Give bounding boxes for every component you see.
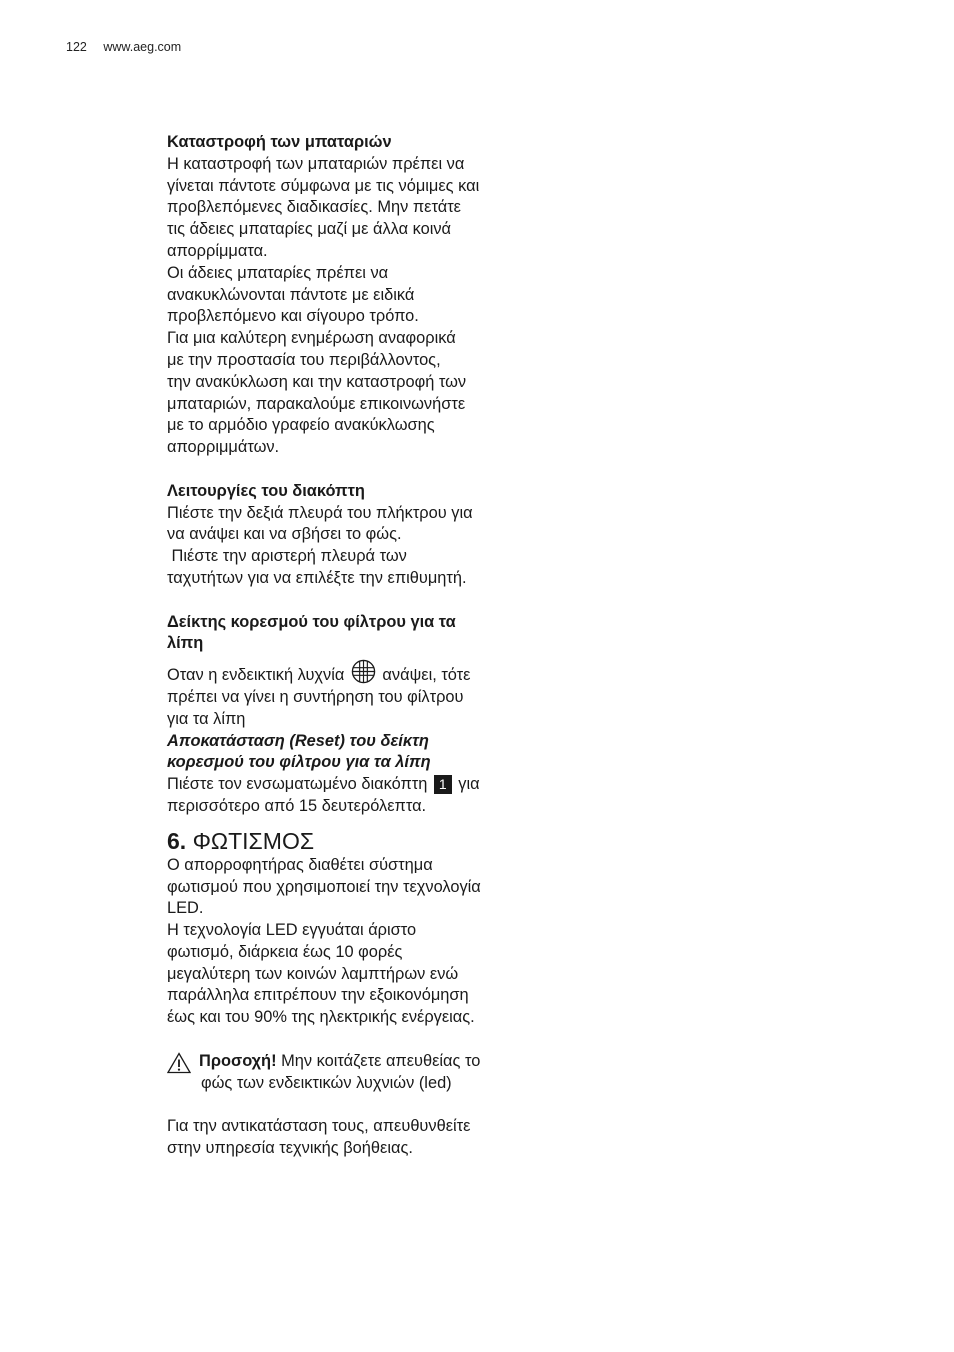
text-line: να ανάψει και να σβήσει το φώς. <box>167 525 402 544</box>
grease-filter-icon <box>351 659 376 684</box>
text-line: Η τεχνολογία LED εγγυάται άριστο <box>167 921 417 940</box>
text-line: φωτισμό, διάρκεια έως 10 φορές <box>167 942 403 961</box>
text-line: με την προστασία του περιβάλλοντος, <box>167 350 441 369</box>
text-line: Ο απορροφητήρας διαθέτει σύστημα <box>167 855 433 874</box>
lighting-section-title <box>167 827 527 855</box>
switch-heading: Λειτουργίες του διακόπτη <box>167 481 365 500</box>
text-segment: Πιέστε τον ενσωματωμένο διακόπτη <box>167 775 432 794</box>
warning-triangle-icon <box>167 1052 191 1074</box>
text-line: προβλεπόμενο και σίγουρο τρόπο. <box>167 307 419 326</box>
text-line: LED. <box>167 899 204 918</box>
filter-heading-line2: λίπη <box>167 634 204 653</box>
warning-line2: φώς των ενδεικτικών λυχνιών (led) <box>201 1073 452 1092</box>
text-line: για τα λίπη <box>167 709 246 728</box>
warning-note <box>167 1051 527 1095</box>
text-line: στην υπηρεσία τεχνικής βοήθειας. <box>167 1139 413 1158</box>
reset-instruction-line <box>167 774 527 796</box>
page-content <box>167 132 527 1160</box>
text-line: απορρίμματα. <box>167 241 268 260</box>
section-title-text: ΦΩΤΙΣΜΟΣ <box>192 827 315 854</box>
text-line: έως και του 90% της ηλεκτρικής ενέργειας. <box>167 1008 475 1027</box>
switch-key-badge: 1 <box>434 775 452 794</box>
text-line: απορριμμάτων. <box>167 438 280 457</box>
filter-heading-line1: Δείκτης κορεσμού του φίλτρου για τα <box>167 612 456 631</box>
text-line: μπαταριών, παρακαλούμε επικοινωνήστε <box>167 394 466 413</box>
text-segment: ανάψει, τότε <box>377 666 471 685</box>
text-line: μεγαλύτερη των κοινών λαμπτήρων ενώ <box>167 964 459 983</box>
text-line: Για την αντικατάσταση τους, απευθυνθείτε <box>167 1117 471 1136</box>
battery-heading: Καταστροφή των μπαταριών <box>167 133 392 151</box>
page-header <box>66 40 194 54</box>
spacer <box>167 459 527 481</box>
text-line: Πιέστε την δεξιά πλευρά του πλήκτρου για <box>167 503 473 522</box>
spacer <box>167 590 527 612</box>
text-segment: Μην κοιτάζετε απευθείας το <box>276 1051 481 1070</box>
text-line: φωτισμού που χρησιμοποιεί την τεχνολογία <box>167 877 481 896</box>
text-line: γίνεται πάντοτε σύμφωνα με τις νόμιμες και <box>167 176 480 195</box>
text-segment: Οταν η ενδεικτική λυχνία <box>167 666 349 685</box>
text-line: παράλληλα επιτρέπουν την εξοικονόμηση <box>167 986 469 1005</box>
text-line: με το αρμόδιο γραφείο ανακύκλωσης <box>167 416 435 435</box>
filter-indicator-line <box>167 659 527 687</box>
text-line: Για μια καλύτερη ενημέρωση αναφορικά <box>167 329 456 348</box>
text-line: Η καταστροφή των μπαταριών πρέπει να <box>167 154 465 173</box>
website-link[interactable]: www.aeg.com <box>103 40 182 54</box>
text-line: περισσότερο από 15 δευτερόλεπτα. <box>167 796 427 815</box>
text-line: πρέπει να γίνει η συντήρηση του φίλτρου <box>167 687 464 706</box>
page-number: 122 <box>66 40 87 54</box>
text-line: την ανακύκλωση και την καταστροφή των <box>167 372 467 391</box>
warning-line1 <box>199 1051 527 1073</box>
spacer <box>167 1029 527 1051</box>
reset-heading-line2: κορεσμού του φίλτρου για τα λίπη <box>167 753 431 772</box>
spacer <box>167 1094 527 1116</box>
text-line: τις άδειες μπαταρίες μαζί με άλλα κοινά <box>167 220 452 239</box>
text-line: Οι άδειες μπαταρίες πρέπει να <box>167 263 389 282</box>
reset-heading-line1: Αποκατάσταση (Reset) του δείκτη <box>167 731 429 750</box>
text-segment: για <box>453 775 480 794</box>
text-line: ταχυτήτων για να επιλέξτε την επιθυμητή. <box>167 568 467 587</box>
text-line: Πιέστε την αριστερή πλευρά των <box>167 547 407 566</box>
section-number: 6. <box>167 827 187 854</box>
text-line: προβλεπόμενες διαδικασίες. Μην πετάτε <box>167 198 461 217</box>
text-line: ανακυκλώνονται πάντοτε με ειδικά <box>167 285 415 304</box>
warning-label: Προσοχή! <box>199 1051 277 1070</box>
